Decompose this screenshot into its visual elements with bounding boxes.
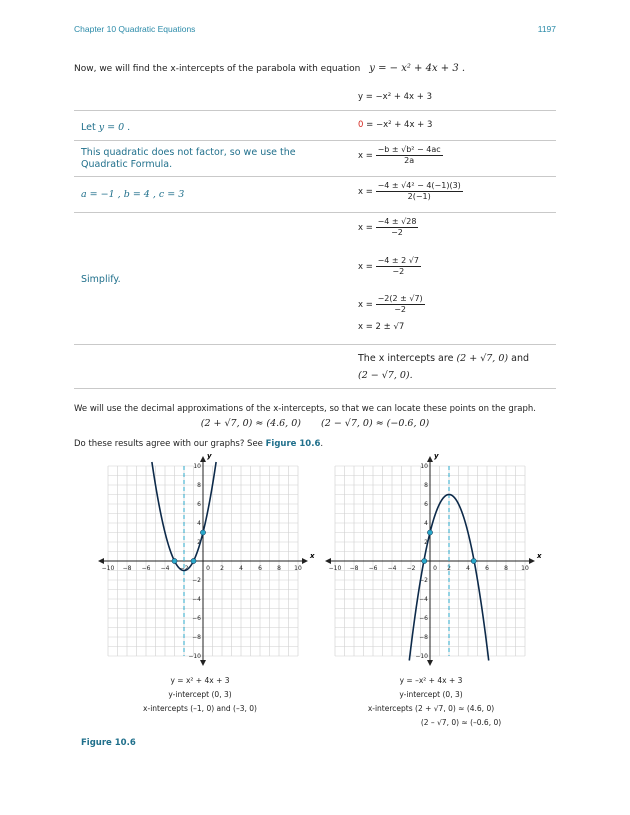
y-tick-label: −10 (188, 653, 201, 660)
step-quadratic-formula-note: This quadratic does not factor, so we use the Quadratic Formula. (81, 147, 296, 170)
row-divider (74, 344, 556, 345)
y-tick-label: −2 (419, 577, 428, 584)
simplify-step-3: x = $\frac{-2(2 \pm √7)}{-2}$ (358, 294, 423, 314)
y-tick-label: 2 (197, 539, 201, 546)
key-point (172, 558, 177, 563)
x-equals: x = (358, 151, 373, 161)
x-axis-arrow (529, 558, 535, 564)
key-point (427, 530, 432, 535)
result-and: and (511, 353, 529, 364)
result-point-1: (2 + √7, 0) (456, 353, 509, 364)
y-tick-label: −8 (192, 634, 201, 641)
y-tick-label: −4 (419, 596, 428, 603)
figure-link[interactable]: Figure 10.6 (265, 439, 321, 449)
right-equation: y = –x² + 4x + 3 (399, 676, 463, 685)
right-y-intercept: y-intercept (0, 3) (399, 690, 463, 699)
x-tick-label: 8 (277, 565, 281, 572)
intro-equation: y = − x² + 4x + 3 . (369, 63, 466, 74)
result-text: The x intercepts are (358, 353, 454, 364)
zero-highlight: 0 (358, 120, 364, 130)
left-graph-caption (100, 674, 300, 716)
y-axis-arrow (200, 660, 206, 666)
x-tick-label: 4 (239, 565, 243, 572)
y-tick-label: 6 (197, 501, 201, 508)
x-tick-label: 0 (206, 565, 210, 572)
equation-rest: = −x² + 4x + 3 (363, 120, 433, 130)
x-tick-label: 4 (466, 565, 470, 572)
right-x-intercepts-2: (2 – √7, 0) ≈ (–0.6, 0) (420, 718, 502, 727)
y-axis-label: y (434, 452, 439, 460)
x-tick-label: 10 (294, 565, 302, 572)
x-tick-label: 2 (220, 565, 224, 572)
y-tick-label: −2 (192, 577, 201, 584)
figure-label: Figure 10.6 (81, 738, 136, 748)
y-axis-arrow (427, 660, 433, 666)
intro-text: Now, we will find the x-intercepts of the parabola with equation (74, 64, 361, 74)
graph-left (90, 448, 315, 666)
step-result (358, 350, 558, 384)
fraction: $\frac{\text{−b ± √b² − 4ac}}{2a}$ (377, 145, 441, 165)
x-tick-label: 2 (447, 565, 451, 572)
y-tick-label: −4 (192, 596, 201, 603)
step-equation-0: y = −x² + 4x + 3 (358, 92, 433, 102)
question-paragraph: Do these results agree with our graphs? See Figure 10.6. (74, 439, 324, 449)
x-tick-label: 10 (521, 565, 529, 572)
y-tick-label: −8 (419, 634, 428, 641)
x-tick-label: −6 (368, 565, 378, 572)
y-tick-label: 8 (424, 482, 428, 489)
graph-right (317, 448, 542, 666)
key-point (200, 530, 205, 535)
y-tick-label: 10 (193, 463, 201, 470)
row-divider (74, 212, 556, 213)
result-point-2: (2 − √7, 0). (358, 370, 413, 381)
step-simplify-label: Simplify. (81, 274, 121, 285)
row-divider (74, 388, 556, 389)
question-text: Do these results agree with our graphs? See (74, 439, 263, 449)
x-tick-label: −2 (406, 565, 416, 572)
approx-2: (2 − √7, 0) ≈ (−0.6, 0) (321, 418, 430, 429)
y-tick-label: 6 (424, 501, 428, 508)
x-tick-label: −6 (141, 565, 151, 572)
key-point (422, 558, 427, 563)
simplify-step-4: x = 2 ± √7 (358, 322, 405, 332)
x-equals: x = (358, 187, 373, 197)
left-equation: y = x² + 4x + 3 (170, 676, 230, 685)
x-tick-label: 0 (433, 565, 437, 572)
x-tick-label: −4 (387, 565, 397, 572)
y-axis-arrow (427, 456, 433, 462)
x-axis-arrow (325, 558, 331, 564)
left-y-intercept: y-intercept (0, 3) (168, 690, 232, 699)
left-x-intercepts: x-intercepts (–1, 0) and (–3, 0) (143, 704, 257, 713)
x-tick-label: −8 (122, 565, 132, 572)
decimal-approximations (0, 418, 630, 429)
x-axis-label: x (537, 552, 542, 560)
x-axis-arrow (98, 558, 104, 564)
step-equation-1 (358, 120, 556, 131)
step-quadratic-formula (358, 145, 556, 166)
y-tick-label: 10 (420, 463, 428, 470)
row-divider (74, 176, 556, 177)
simplify-step-2: x = $\frac{-4 \pm 2 √7}{-2}$ (358, 256, 419, 276)
y-tick-label: 4 (197, 520, 201, 527)
x-tick-label: 6 (258, 565, 262, 572)
chapter-header: Chapter 10 Quadratic Equations (74, 24, 196, 34)
let-math: y = 0 . (98, 122, 131, 133)
x-axis-label: x (310, 552, 315, 560)
y-tick-label: −6 (192, 615, 201, 622)
right-graph-caption (326, 674, 536, 730)
simplify-step-1: x = $\frac{-4 \pm √28}{-2}$ (358, 217, 417, 237)
y-tick-label: 8 (197, 482, 201, 489)
page-number: 1197 (537, 24, 556, 34)
y-tick-label: 4 (424, 520, 428, 527)
let-label: Let (81, 122, 96, 133)
x-tick-label: −10 (328, 565, 342, 572)
row-divider (74, 110, 556, 111)
y-axis-label: y (207, 452, 212, 460)
right-x-intercepts-1: x-intercepts (2 + √7, 0) ≈ (4.6, 0) (367, 704, 495, 713)
x-tick-label: 8 (504, 565, 508, 572)
key-point (191, 558, 196, 563)
x-axis-arrow (302, 558, 308, 564)
fraction: $\frac{\text{−4 ± √4² − 4(−1)(3)}}{2(-1)}$ (377, 181, 461, 201)
approx-1: (2 + √7, 0) ≈ (4.6, 0) (200, 418, 301, 429)
x-tick-label: −2 (179, 565, 189, 572)
step-let-y-zero (81, 122, 331, 134)
step-coefficients: a = −1 , b = 4 , c = 3 (81, 189, 185, 200)
y-tick-label: −6 (419, 615, 428, 622)
y-axis-arrow (200, 456, 206, 462)
key-point (471, 558, 476, 563)
x-tick-label: 6 (485, 565, 489, 572)
step-substitution (358, 181, 556, 202)
y-tick-label: −10 (415, 653, 428, 660)
row-divider (74, 140, 556, 141)
decimal-paragraph: We will use the decimal approximations of the x-intercepts, so that we can locate these points on the graph. (74, 404, 536, 414)
x-tick-label: −4 (160, 565, 170, 572)
x-tick-label: −8 (349, 565, 359, 572)
x-tick-label: −10 (101, 565, 115, 572)
y-tick-label: 2 (424, 539, 428, 546)
intro-paragraph (74, 63, 465, 75)
